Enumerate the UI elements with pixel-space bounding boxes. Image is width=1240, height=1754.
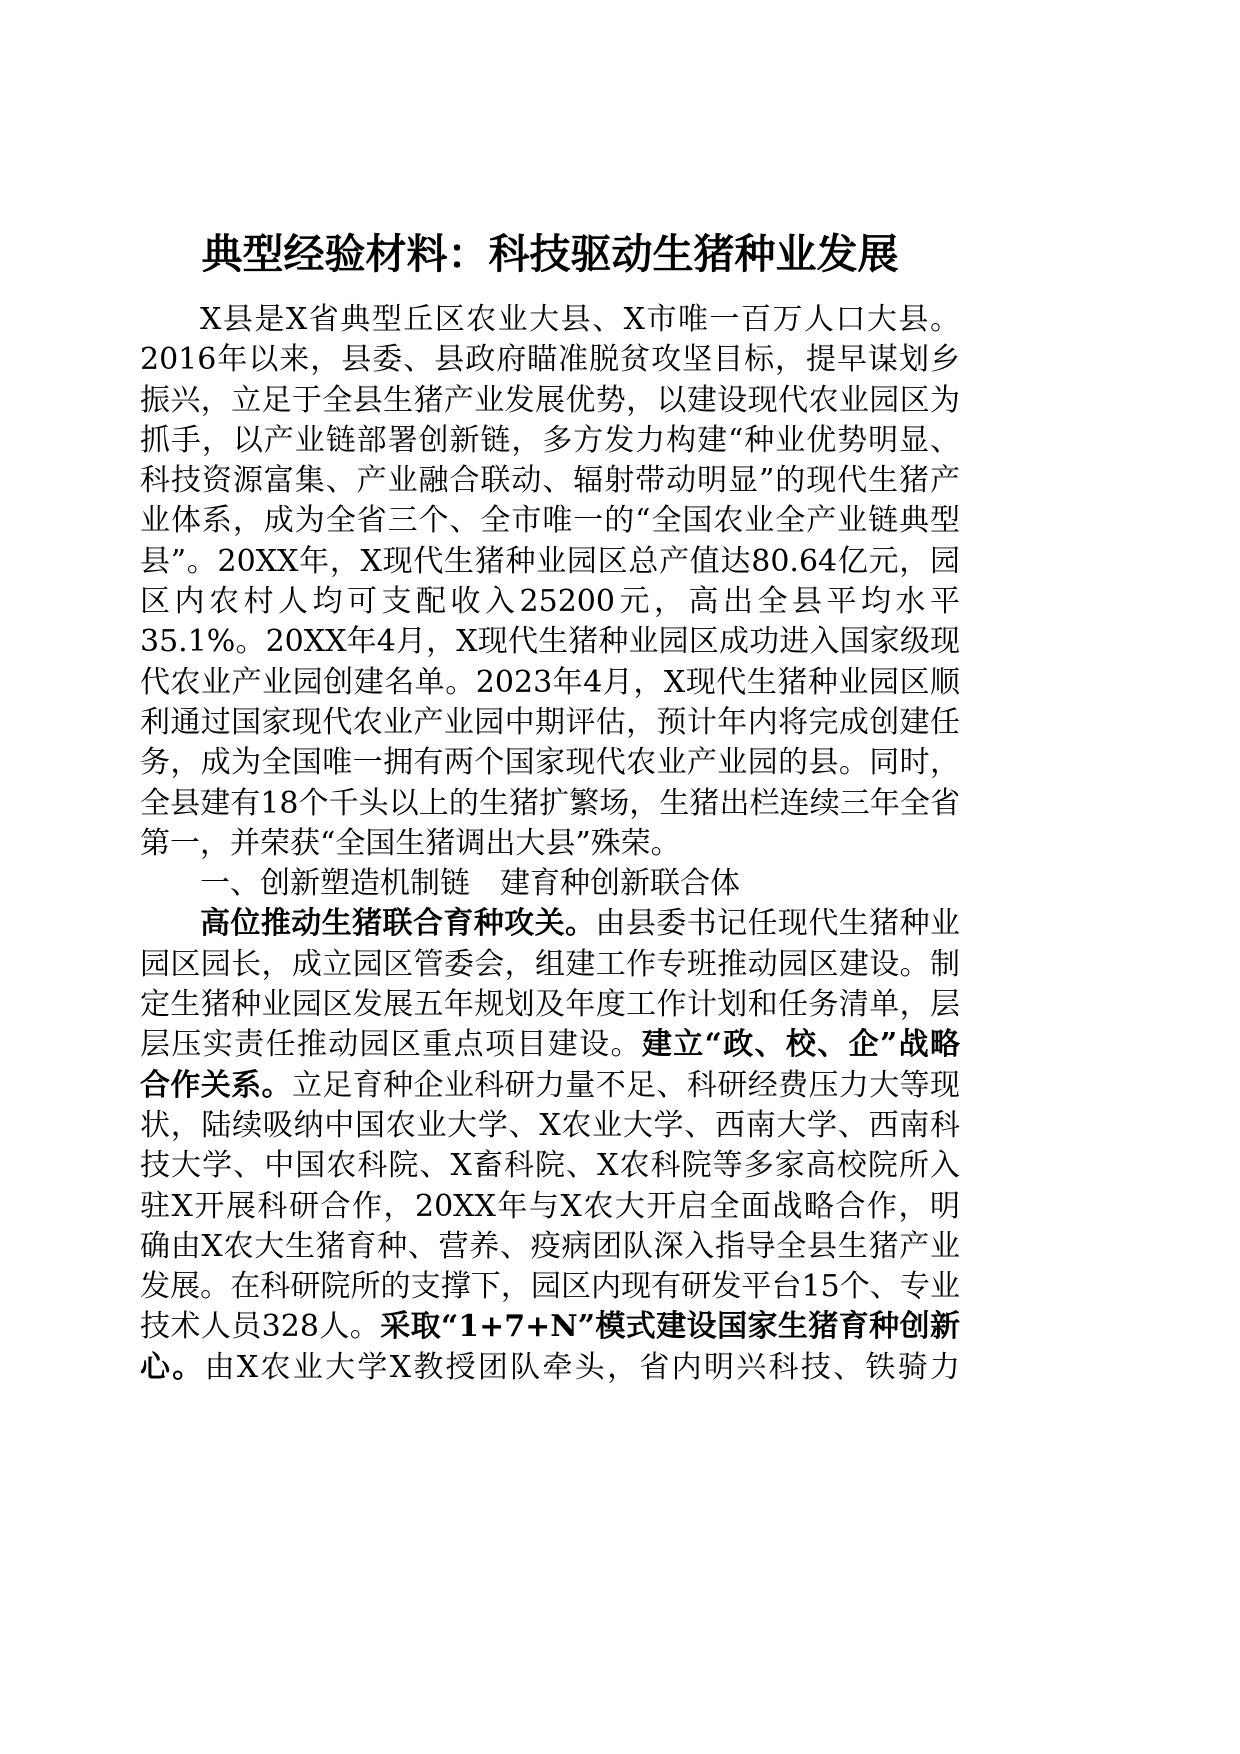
- text-run: 由县委书记任现代生猪种业: [595, 906, 960, 942]
- intro-line: 区内农村人均可支配收入25200元，高出全县平均水平: [140, 584, 960, 620]
- bold-phrase: 采取“1+7+N”模式建设国家生猪育种创新: [380, 1309, 960, 1345]
- text-run: 确由X农大生猪育种、营养、疫病团队深入指导全县生猪产业: [140, 1228, 960, 1264]
- intro-line: 代农业产业园创建名单。2023年4月，X现代生猪种业园区顺: [140, 664, 960, 700]
- bold-phrase: 建立“政、校、企”战略: [641, 1027, 960, 1063]
- intro-line: X县是X省典型丘区农业大县、X市唯一百万人口大县。: [200, 302, 960, 337]
- text-run: 立足育种企业科研力量不足、科研经费压力大等现: [291, 1067, 960, 1103]
- section-line: [140, 1307, 960, 1347]
- text-run: 技大学、中国农科院、X畜科院、X农科院等多家高校院所入: [140, 1148, 960, 1184]
- intro-line: 科技资源富集、产业融合联动、辐射带动明显”的现代生猪产: [140, 463, 960, 499]
- intro-line: 县”。20XX年，X现代生猪种业园区总产值达80.64亿元，园: [140, 543, 960, 579]
- section-line: [140, 1187, 960, 1227]
- section-line: [140, 1348, 960, 1388]
- text-run: 由X农业大学X教授团队牵头，省内明兴科技、铁骑力: [204, 1349, 960, 1385]
- intro-line: 35.1%。20XX年4月，X现代生猪种业园区成功进入国家级现: [140, 624, 960, 660]
- page-title: 典型经验材料：科技驱动生猪种业发展: [201, 230, 899, 278]
- document-body: [140, 300, 960, 1388]
- intro-line: 抓手，以产业链部署创新链，多方发力构建“种业优势明显、: [140, 422, 960, 458]
- text-run: 园区园长，成立园区管委会，组建工作专班推动园区建设。制: [140, 946, 960, 982]
- bold-phrase: 合作关系。: [140, 1067, 292, 1103]
- text-run: 状，陆续吸纳中国农业大学、X农业大学、西南大学、西南科: [140, 1107, 960, 1143]
- intro-line: 业体系，成为全省三个、全市唯一的“全国农业全产业链典型: [140, 503, 960, 539]
- section-line: [140, 945, 960, 985]
- intro-line: 2016年以来，县委、县政府瞄准脱贫攻坚目标，提早谋划乡: [140, 342, 960, 378]
- section-line: [140, 1146, 960, 1186]
- intro-line: 全县建有18个千头以上的生猪扩繁场，生猪出栏连续三年全省: [140, 785, 960, 821]
- section-line: [140, 1267, 960, 1307]
- section-line: [140, 1066, 960, 1106]
- section-line: [140, 1106, 960, 1146]
- text-run: 定生猪种业园区发展五年规划及年度工作计划和任务清单，层: [140, 987, 960, 1023]
- section-line: [140, 1025, 960, 1065]
- section-heading: 一、创新塑造机制链 建育种创新联合体: [200, 866, 740, 902]
- intro-line: 振兴，立足于全县生猪产业发展优势，以建设现代农业园区为: [140, 382, 960, 418]
- section-line: [140, 1227, 960, 1267]
- section-line: [140, 985, 960, 1025]
- intro-line: 利通过国家现代农业产业园中期评估，预计年内将完成创建任: [140, 704, 960, 740]
- section-line: [140, 904, 960, 944]
- text-run: 驻X开展科研合作，20XX年与X农大开启全面战略合作，明: [140, 1188, 960, 1224]
- text-run: 层压实责任推动园区重点项目建设。: [140, 1027, 642, 1063]
- bold-phrase: 心。: [140, 1349, 205, 1385]
- text-run: 技术人员328人。: [140, 1309, 381, 1345]
- bold-phrase: 高位推动生猪联合育种攻关。: [200, 906, 596, 942]
- text-run: 发展。在科研院所的支撑下，园区内现有研发平台15个、专业: [140, 1269, 960, 1305]
- intro-line: 务，成为全国唯一拥有两个国家现代农业产业园的县。同时，: [140, 745, 960, 781]
- intro-line: 第一，并荣获“全国生猪调出大县”殊荣。: [140, 825, 681, 861]
